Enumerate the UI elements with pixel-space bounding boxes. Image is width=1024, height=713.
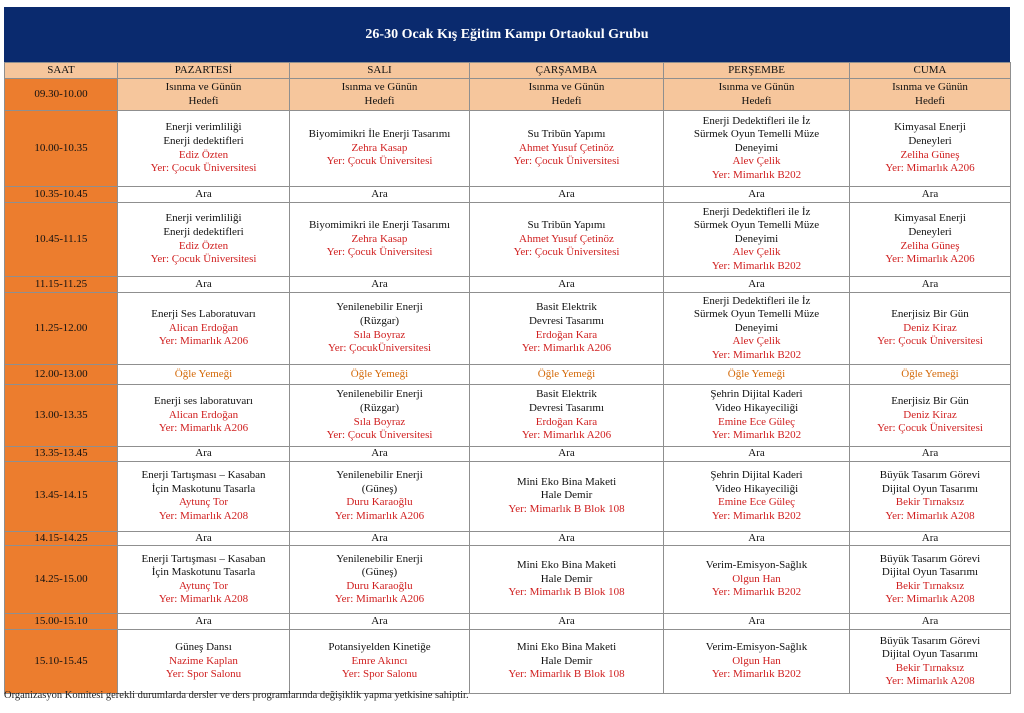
cell-cuma xyxy=(850,365,1011,385)
session-title: Ara xyxy=(558,187,575,200)
session-title: Ara xyxy=(748,531,765,544)
cell-persembe xyxy=(664,187,850,203)
session-title: Enerjisiz Bir Gün xyxy=(891,395,969,408)
cell-cuma xyxy=(850,461,1011,531)
session-title: Ara xyxy=(921,447,939,459)
cell-sali xyxy=(290,614,470,630)
cell-sali xyxy=(290,531,470,546)
schedule-title: 26-30 Ocak Kış Eğitim Kampı Ortaokul Grubu xyxy=(4,7,1010,62)
session-detail: Yer: Mimarlık A206 xyxy=(521,429,612,442)
session-detail: Yer: Mimarlık A206 xyxy=(885,162,975,175)
session-title: Enerji Dedektifleri ile İz xyxy=(702,114,811,127)
session-detail: Bekir Tırnaksız xyxy=(895,579,965,592)
session-detail: Alev Çelik xyxy=(732,246,781,259)
session-title: Ara xyxy=(195,614,212,627)
session-title: Ara xyxy=(558,447,575,459)
cell-pazartesi xyxy=(118,385,290,447)
session-title: Isınma ve Günün xyxy=(528,80,605,93)
session-detail: Yer: Mimarlık A208 xyxy=(885,509,975,522)
cell-sali xyxy=(290,79,470,111)
session-title: Hale Demir xyxy=(540,572,593,585)
cell-sali xyxy=(290,111,470,187)
session-detail: Yer: Mimarlık A206 xyxy=(885,253,975,266)
session-title: Ara xyxy=(371,531,388,544)
cell-cuma xyxy=(850,385,1011,447)
schedule-row xyxy=(5,614,1011,630)
cell-sali xyxy=(290,293,470,365)
session-title: Hale Demir xyxy=(540,654,593,667)
schedule-row xyxy=(5,365,1011,385)
session-title: Verim-Emisyon-Sağlık xyxy=(705,641,808,654)
session-title: Video Hikayeciliği xyxy=(714,482,799,495)
cell-persembe xyxy=(664,447,850,462)
session-title: Yenilenebilir Enerji xyxy=(336,301,423,314)
session-title: Ara xyxy=(558,614,575,627)
cell-cuma xyxy=(850,447,1011,462)
session-detail: Yer: Spor Salonu xyxy=(165,668,242,681)
session-detail: Yer: Mimarlık A208 xyxy=(158,509,249,522)
session-title: Biyomimikri İle Enerji Tasarımı xyxy=(308,128,451,141)
session-detail: Yer: Mimarlık B202 xyxy=(711,348,802,361)
session-title: Hedefi xyxy=(915,94,945,107)
schedule-row xyxy=(5,187,1011,203)
session-title: Biyomimikri ile Enerji Tasarımı xyxy=(308,219,451,232)
session-detail: Yer: Mimarlık A208 xyxy=(885,593,975,606)
session-title: Ara xyxy=(371,447,388,459)
session-title: Enerji dedektifleri xyxy=(163,225,244,238)
time-slot: 15.10-15.45 xyxy=(5,630,118,694)
session-title: (Güneş) xyxy=(361,482,398,495)
session-detail: Yer: Mimarlık A206 xyxy=(158,335,249,348)
session-detail: Ediz Özten xyxy=(178,239,229,252)
session-detail: Yer: Mimarlık B202 xyxy=(711,429,802,442)
schedule-row xyxy=(5,385,1011,447)
session-title: Devresi Tasarımı xyxy=(528,401,605,414)
session-title: Deneyleri xyxy=(908,134,952,147)
cell-cuma xyxy=(850,531,1011,546)
cell-persembe xyxy=(664,79,850,111)
session-title: Mini Eko Bina Maketi xyxy=(516,559,617,572)
time-slot: 10.45-11.15 xyxy=(5,203,118,277)
session-title: Isınma ve Günün xyxy=(165,80,242,93)
cell-persembe xyxy=(664,111,850,187)
session-title: Mini Eko Bina Maketi xyxy=(516,641,617,654)
session-title: Ara xyxy=(558,531,575,544)
time-slot: 15.00-15.10 xyxy=(5,614,118,630)
cell-pazartesi xyxy=(118,447,290,462)
session-detail: Yer: Mimarlık B202 xyxy=(711,259,802,272)
session-detail: Yer: Mimarlık B202 xyxy=(711,509,802,522)
session-detail: Yer: Mimarlık A206 xyxy=(158,422,249,435)
session-title: Enerji verimliliği xyxy=(165,121,242,134)
session-title: Ara xyxy=(558,277,575,290)
session-title: Ara xyxy=(921,531,939,544)
cell-carsamba xyxy=(470,531,664,546)
time-slot: 14.25-15.00 xyxy=(5,546,118,614)
schedule-row xyxy=(5,630,1011,694)
session-detail: Sıla Boyraz xyxy=(353,328,406,341)
session-detail: Yer: Mimarlık B Blok 108 xyxy=(508,586,625,599)
session-title: Dijital Oyun Tasarımı xyxy=(881,566,979,579)
session-detail: Yer: Mimarlık B202 xyxy=(711,668,802,681)
header-saat: SAAT xyxy=(5,63,118,79)
session-title: Enerji Ses Laboratuvarı xyxy=(151,308,256,321)
session-title: Yenilenebilir Enerji xyxy=(336,388,423,401)
session-detail: Ahmet Yusuf Çetinöz xyxy=(519,141,614,154)
session-title: Hedefi xyxy=(364,94,395,107)
time-slot: 10.35-10.45 xyxy=(5,187,118,203)
time-slot: 13.45-14.15 xyxy=(5,461,118,531)
cell-carsamba xyxy=(470,447,664,462)
cell-persembe xyxy=(664,365,850,385)
header-carsamba: ÇARŞAMBA xyxy=(470,63,664,79)
header-pazartesi: PAZARTESİ xyxy=(118,63,290,79)
cell-pazartesi xyxy=(118,187,290,203)
session-detail: Yer: Mimarlık B Blok 108 xyxy=(508,668,625,681)
cell-pazartesi xyxy=(118,277,290,293)
schedule-row xyxy=(5,79,1011,111)
session-title: (Rüzgar) xyxy=(359,314,400,327)
session-title: Ara xyxy=(195,531,212,544)
session-title: Ara xyxy=(748,277,765,290)
session-detail: Olgun Han xyxy=(732,572,781,585)
cell-cuma xyxy=(850,546,1011,614)
session-detail: Deniz Kiraz xyxy=(903,408,957,421)
schedule-row xyxy=(5,277,1011,293)
session-title: Büyük Tasarım Görevi xyxy=(879,634,981,647)
session-title: Potansiyelden Kinetiğe xyxy=(328,641,431,654)
session-detail: Duru Karaoğlu xyxy=(346,496,413,509)
lunch-label: Öğle Yemeği xyxy=(901,367,959,380)
session-title: Deneyimi xyxy=(734,232,779,245)
session-detail: Nazime Kaplan xyxy=(169,654,238,667)
session-title: Ara xyxy=(748,447,765,459)
time-slot: 09.30-10.00 xyxy=(5,79,118,111)
session-title: Enerji Dedektifleri ile İz xyxy=(702,205,811,218)
time-slot: 12.00-13.00 xyxy=(5,365,118,385)
session-title: Kimyasal Enerji xyxy=(894,121,966,134)
cell-pazartesi xyxy=(118,630,290,694)
cell-sali xyxy=(290,385,470,447)
session-detail: Aytunç Tor xyxy=(178,496,229,509)
session-detail: Zeliha Güneş xyxy=(900,148,960,161)
time-slot: 13.35-13.45 xyxy=(5,447,118,462)
session-title: Yenilenebilir Enerji xyxy=(336,552,423,565)
schedule-row xyxy=(5,111,1011,187)
cell-sali xyxy=(290,203,470,277)
session-detail: Yer: Mimarlık B Blok 108 xyxy=(508,502,625,515)
session-title: Enerji verimliliği xyxy=(165,212,242,225)
session-detail: Erdoğan Kara xyxy=(535,415,598,428)
session-title: Enerji Tartışması – Kasaban xyxy=(141,468,266,481)
session-title: Şehrin Dijital Kaderi xyxy=(710,468,803,481)
session-title: Dijital Oyun Tasarımı xyxy=(881,648,979,661)
session-title: Dijital Oyun Tasarımı xyxy=(881,482,979,495)
session-detail: Yer: Çocuk Üniversitesi xyxy=(513,246,620,259)
cell-pazartesi xyxy=(118,79,290,111)
session-title: Şehrin Dijital Kaderi xyxy=(710,388,803,401)
cell-persembe xyxy=(664,293,850,365)
cell-cuma xyxy=(850,187,1011,203)
session-title: Ara xyxy=(921,277,939,290)
session-detail: Bekir Tırnaksız xyxy=(895,661,965,674)
schedule-row xyxy=(5,293,1011,365)
cell-pazartesi xyxy=(118,293,290,365)
session-title: Enerji dedektifleri xyxy=(163,134,244,147)
session-title: Ara xyxy=(195,187,212,200)
session-detail: Ahmet Yusuf Çetinöz xyxy=(519,232,614,245)
cell-carsamba xyxy=(470,203,664,277)
cell-persembe xyxy=(664,531,850,546)
session-title: Enerjisiz Bir Gün xyxy=(891,308,969,321)
session-title: Su Tribün Yapımı xyxy=(527,219,606,232)
session-title: Hedefi xyxy=(741,94,772,107)
session-detail: Emre Akıncı xyxy=(351,654,408,667)
cell-sali xyxy=(290,187,470,203)
cell-carsamba xyxy=(470,293,664,365)
session-title: Ara xyxy=(748,614,765,627)
session-detail: Duru Karaoğlu xyxy=(346,579,413,592)
cell-sali xyxy=(290,546,470,614)
footnote: Organizasyon Komitesi gerekli durumlarda dersler ve ders programlarında değişiklik yapma yetkisine sahiptir. xyxy=(4,690,469,701)
session-title: Deneyimi xyxy=(734,141,779,154)
session-title: Hedefi xyxy=(551,94,582,107)
session-detail: Yer: Çocuk Üniversitesi xyxy=(326,429,433,442)
session-title: Ara xyxy=(195,447,212,459)
session-detail: Olgun Han xyxy=(732,654,781,667)
session-detail: Zehra Kasap xyxy=(351,141,408,154)
cell-pazartesi xyxy=(118,546,290,614)
cell-carsamba xyxy=(470,630,664,694)
session-title: Hedefi xyxy=(188,94,219,107)
session-title: Ara xyxy=(921,614,939,627)
session-title: (Güneş) xyxy=(361,566,398,579)
session-title: Basit Elektrik xyxy=(536,388,597,401)
session-title: İçin Maskotunu Tasarla xyxy=(151,482,256,495)
schedule-row xyxy=(5,531,1011,546)
session-detail: Yer: Çocuk Üniversitesi xyxy=(326,246,433,259)
cell-carsamba xyxy=(470,365,664,385)
session-title: Büyük Tasarım Görevi xyxy=(879,468,981,481)
cell-persembe xyxy=(664,461,850,531)
session-detail: Yer: Çocuk Üniversitesi xyxy=(877,335,983,348)
cell-pazartesi xyxy=(118,203,290,277)
session-title: Kimyasal Enerji xyxy=(894,212,966,225)
session-title: Sürmek Oyun Temelli Müze xyxy=(693,128,820,141)
session-detail: Aytunç Tor xyxy=(178,579,229,592)
session-title: Mini Eko Bina Maketi xyxy=(516,475,617,488)
session-title: Ara xyxy=(921,187,939,200)
session-title: Büyük Tasarım Görevi xyxy=(879,552,981,565)
schedule-row xyxy=(5,546,1011,614)
cell-persembe xyxy=(664,630,850,694)
cell-carsamba xyxy=(470,385,664,447)
cell-pazartesi xyxy=(118,111,290,187)
lunch-label: Öğle Yemeği xyxy=(350,367,409,380)
header-persembe: PERŞEMBE xyxy=(664,63,850,79)
schedule-row xyxy=(5,447,1011,462)
cell-persembe xyxy=(664,277,850,293)
session-title: Ara xyxy=(195,277,212,290)
session-detail: Zehra Kasap xyxy=(351,232,408,245)
cell-cuma xyxy=(850,203,1011,277)
cell-cuma xyxy=(850,79,1011,111)
session-title: Video Hikayeciliği xyxy=(714,401,799,414)
session-detail: Sıla Boyraz xyxy=(353,415,406,428)
session-detail: Emine Ece Güleç xyxy=(718,496,795,509)
session-title: Enerji ses laboratuvarı xyxy=(154,395,253,408)
session-title: Basit Elektrik xyxy=(536,301,597,314)
session-detail: Deniz Kiraz xyxy=(903,321,957,334)
cell-sali xyxy=(290,447,470,462)
cell-cuma xyxy=(850,277,1011,293)
session-title: Güneş Dansı xyxy=(175,641,232,654)
session-detail: Yer: Çocuk Üniversitesi xyxy=(150,253,257,266)
session-title: Deneyleri xyxy=(908,225,952,238)
lunch-label: Öğle Yemeği xyxy=(537,367,596,380)
session-title: Su Tribün Yapımı xyxy=(527,128,606,141)
session-title: Hale Demir xyxy=(540,489,593,502)
cell-carsamba xyxy=(470,277,664,293)
cell-sali xyxy=(290,461,470,531)
session-detail: Yer: ÇocukÜniversitesi xyxy=(327,342,432,355)
session-title: Isınma ve Günün xyxy=(718,80,795,93)
session-title: Ara xyxy=(371,614,388,627)
cell-persembe xyxy=(664,614,850,630)
session-detail: Yer: Çocuk Üniversitesi xyxy=(877,422,983,435)
cell-cuma xyxy=(850,630,1011,694)
time-slot: 10.00-10.35 xyxy=(5,111,118,187)
cell-carsamba xyxy=(470,79,664,111)
cell-pazartesi xyxy=(118,461,290,531)
cell-cuma xyxy=(850,111,1011,187)
session-detail: Yer: Mimarlık A206 xyxy=(334,593,425,606)
session-detail: Yer: Mimarlık A206 xyxy=(521,342,612,355)
session-detail: Alev Çelik xyxy=(732,335,781,348)
cell-carsamba xyxy=(470,187,664,203)
session-title: Sürmek Oyun Temelli Müze xyxy=(693,308,820,321)
session-detail: Yer: Mimarlık B202 xyxy=(711,586,802,599)
cell-carsamba xyxy=(470,546,664,614)
session-title: Ara xyxy=(371,187,388,200)
time-slot: 11.25-12.00 xyxy=(5,293,118,365)
session-detail: Zeliha Güneş xyxy=(900,239,960,252)
time-slot: 13.00-13.35 xyxy=(5,385,118,447)
session-title: Enerji Tartışması – Kasaban xyxy=(141,552,266,565)
lunch-label: Öğle Yemeği xyxy=(727,367,786,380)
session-title: Verim-Emisyon-Sağlık xyxy=(705,559,808,572)
time-slot: 14.15-14.25 xyxy=(5,531,118,546)
session-title: Ara xyxy=(371,277,388,290)
session-title: Isınma ve Günün xyxy=(341,80,418,93)
cell-carsamba xyxy=(470,461,664,531)
session-title: Enerji Dedektifleri ile İz xyxy=(702,294,811,307)
schedule-row xyxy=(5,203,1011,277)
cell-sali xyxy=(290,365,470,385)
session-detail: Emine Ece Güleç xyxy=(718,415,795,428)
session-detail: Yer: Mimarlık A208 xyxy=(885,675,975,688)
cell-pazartesi xyxy=(118,531,290,546)
cell-cuma xyxy=(850,293,1011,365)
session-detail: Yer: Çocuk Üniversitesi xyxy=(513,155,620,168)
cell-carsamba xyxy=(470,111,664,187)
session-title: Ara xyxy=(748,187,765,200)
session-detail: Yer: Mimarlık A206 xyxy=(334,509,425,522)
session-detail: Alican Erdoğan xyxy=(168,321,239,334)
cell-persembe xyxy=(664,203,850,277)
session-detail: Yer: Çocuk Üniversitesi xyxy=(326,155,433,168)
session-detail: Alev Çelik xyxy=(732,155,781,168)
cell-carsamba xyxy=(470,614,664,630)
time-slot: 11.15-11.25 xyxy=(5,277,118,293)
session-title: İçin Maskotunu Tasarla xyxy=(151,566,256,579)
session-detail: Yer: Mimarlık B202 xyxy=(711,168,802,181)
session-title: Sürmek Oyun Temelli Müze xyxy=(693,219,820,232)
header-cuma: CUMA xyxy=(850,63,1011,79)
session-title: Isınma ve Günün xyxy=(892,80,968,93)
session-detail: Alican Erdoğan xyxy=(168,408,239,421)
session-detail: Bekir Tırnaksız xyxy=(895,496,965,509)
session-title: Devresi Tasarımı xyxy=(528,314,605,327)
session-title: (Rüzgar) xyxy=(359,401,400,414)
cell-cuma xyxy=(850,614,1011,630)
cell-pazartesi xyxy=(118,365,290,385)
session-detail: Yer: Spor Salonu xyxy=(341,668,418,681)
session-detail: Ediz Özten xyxy=(178,148,229,161)
header-sali: SALI xyxy=(290,63,470,79)
cell-pazartesi xyxy=(118,614,290,630)
session-title: Yenilenebilir Enerji xyxy=(336,468,423,481)
header-row xyxy=(5,63,1011,79)
cell-persembe xyxy=(664,385,850,447)
schedule-row xyxy=(5,461,1011,531)
cell-sali xyxy=(290,277,470,293)
schedule-table xyxy=(4,62,1011,694)
session-detail: Erdoğan Kara xyxy=(535,328,598,341)
lunch-label: Öğle Yemeği xyxy=(174,367,233,380)
session-detail: Yer: Mimarlık A208 xyxy=(158,593,249,606)
session-title: Deneyimi xyxy=(734,321,779,334)
cell-persembe xyxy=(664,546,850,614)
session-detail: Yer: Çocuk Üniversitesi xyxy=(150,162,257,175)
cell-sali xyxy=(290,630,470,694)
